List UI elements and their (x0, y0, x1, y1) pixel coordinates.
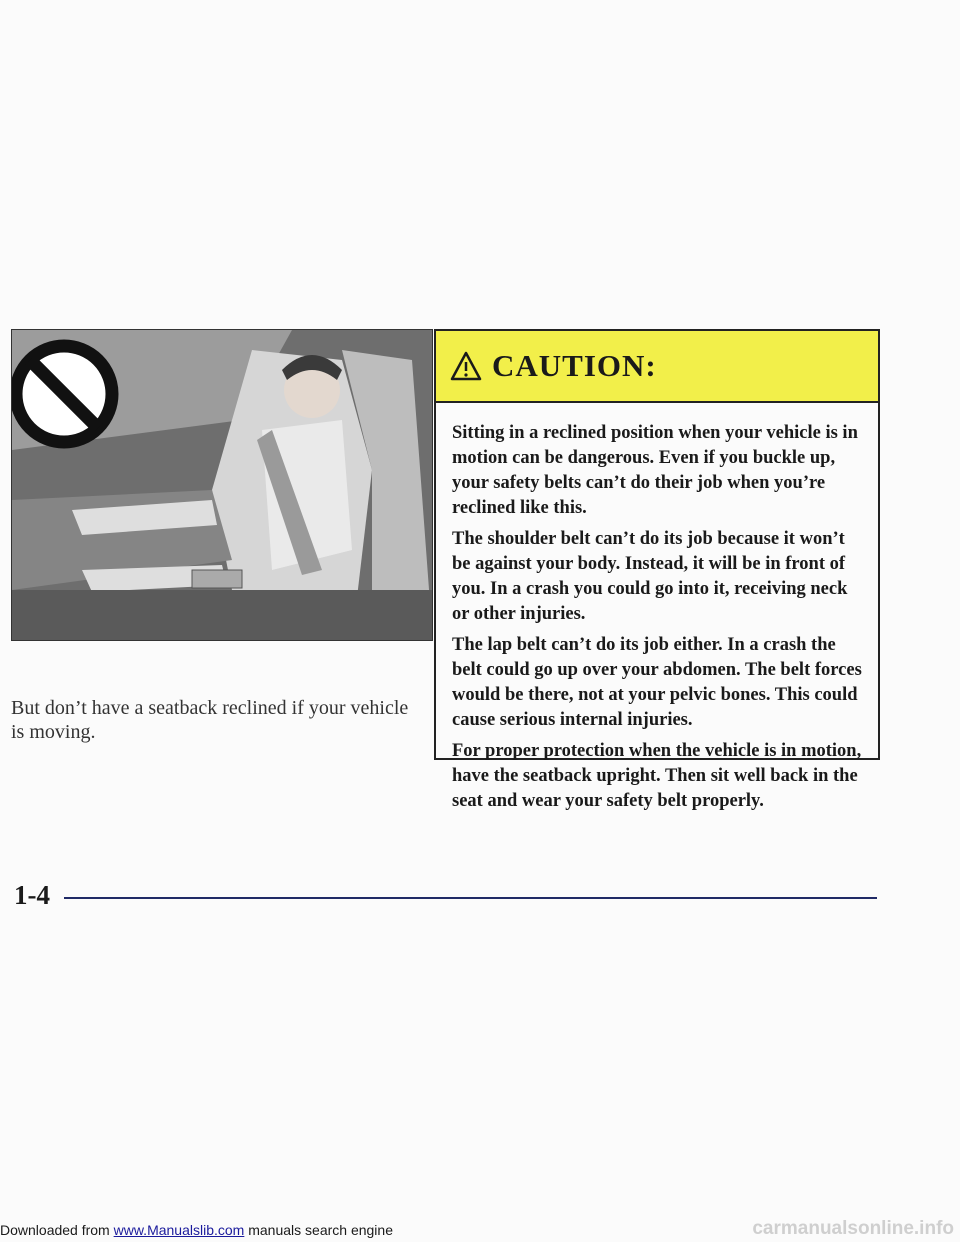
download-source-line (0, 1222, 393, 1238)
caution-paragraph: The lap belt can’t do its job either. In a crash the belt could go up over your abdomen. The belt forces would be there, not at your pelvic bones. This could cause serious internal injuries. (452, 635, 862, 730)
reclined-passenger-drawing (12, 330, 432, 640)
caution-paragraph: Sitting in a reclined position when your vehicle is in motion can be dangerous. Even if you buckle up, your safety belts can’t do their job when you’re reclined like this. (452, 423, 858, 518)
reclined-seat-warning-text: But don’t have a seatback reclined if your vehicle is moving. (11, 697, 409, 743)
caution-paragraph: The shoulder belt can’t do its job because it won’t be against your body. Instead, it will be in front of you. In a crash you could go into it, receiving neck or other injuries. (452, 529, 848, 624)
prohibition-icon (16, 346, 112, 442)
watermark: carmanualsonline.info (752, 1218, 954, 1239)
caution-title: CAUTION: (492, 348, 657, 383)
manualslib-link[interactable]: www.Manualslib.com (113, 1222, 245, 1238)
caution-header (436, 331, 878, 403)
caution-body (436, 403, 878, 814)
caution-paragraph: For proper protection when the vehicle is in motion, have the seatback upright. Then sit well back in the seat and wear your safety belt properly. (452, 741, 862, 811)
page-number: 1-4 (14, 880, 50, 910)
download-suffix: manuals search engine (244, 1222, 393, 1238)
footer-rule (64, 897, 877, 899)
caution-box (434, 329, 880, 811)
warning-triangle-icon (450, 351, 482, 381)
download-prefix: Downloaded from (0, 1222, 114, 1238)
reclined-seat-illustration (11, 329, 433, 641)
